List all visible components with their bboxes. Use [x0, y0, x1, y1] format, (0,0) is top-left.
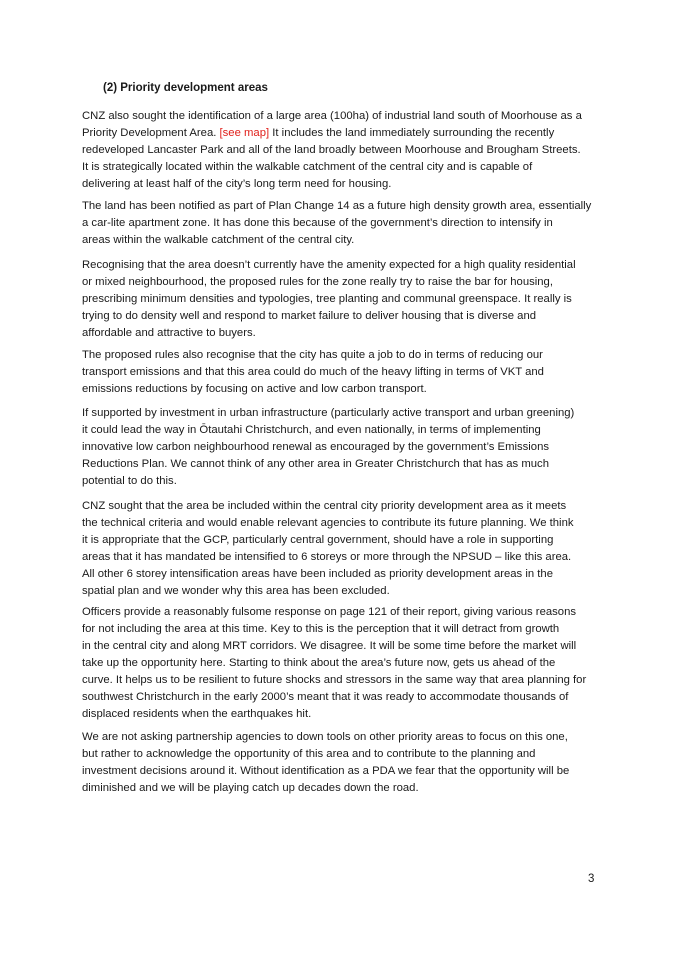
- paragraph-line: in the central city and along MRT corridors. We disagree. It will be some time before the market will: [82, 640, 577, 652]
- paragraph-line: redeveloped Lancaster Park and all of the land broadly between Moorhouse and Brougham Streets.: [82, 144, 581, 156]
- paragraph-line: spatial plan and we wonder why this area has been excluded.: [82, 585, 390, 597]
- paragraph-line: investment decisions around it. Without identification as a PDA we fear that the opportunity will be: [82, 765, 570, 777]
- paragraph-line: areas within the walkable catchment of the central city.: [82, 234, 355, 246]
- paragraph-line: for not including the area at this time. Key to this is the perception that it will detract from growth: [82, 623, 560, 635]
- paragraph-line: diminished and we will be playing catch up decades down the road.: [82, 782, 419, 794]
- paragraph-line: CNZ sought that the area be included within the central city priority development area as it meets: [82, 500, 567, 512]
- paragraph-line: southwest Christchurch in the early 2000’s meant that it was ready to accommodate thousands of: [82, 691, 569, 703]
- paragraph-line: displaced residents when the earthquakes hit.: [82, 708, 312, 720]
- paragraph-line: Officers provide a reasonably fulsome response on page 121 of their report, giving various reasons: [82, 606, 576, 618]
- paragraph-line: If supported by investment in urban infrastructure (particularly active transport and urban greening): [82, 407, 575, 419]
- paragraph-line: areas that it has mandated be intensified to 6 storeys or more through the NPSUD – like this area.: [82, 551, 572, 563]
- paragraph-line: it could lead the way in Ōtautahi Christchurch, and even nationally, in terms of implementing: [82, 424, 541, 436]
- paragraph-line: take up the opportunity here. Starting to think about the area’s future now, gets us ahead of the: [82, 657, 556, 669]
- paragraph-line: We are not asking partnership agencies to down tools on other priority areas to focus on this one,: [82, 731, 568, 743]
- paragraph-5: [82, 405, 602, 490]
- paragraph-line: affordable and attractive to buyers.: [82, 327, 256, 339]
- paragraph-line: curve. It helps us to be resilient to future shocks and stressors in the same way that area planning for: [82, 674, 587, 686]
- paragraph-8: [82, 729, 602, 797]
- paragraph-line: Reductions Plan. We cannot think of any other area in Greater Christchurch that has as much: [82, 458, 549, 470]
- paragraph-line: potential to do this.: [82, 475, 177, 487]
- paragraph-7: [82, 604, 602, 723]
- section-heading: (2) Priority development areas: [103, 82, 268, 94]
- paragraph-line: the technical criteria and would enable relevant agencies to contribute its future planning. We think: [82, 517, 574, 529]
- paragraph-line: It is strategically located within the walkable catchment of the central city and is capable of: [82, 161, 533, 173]
- paragraph-6: [82, 498, 602, 600]
- see-map-link[interactable]: [see map]: [219, 127, 270, 139]
- page-number: 3: [588, 873, 595, 885]
- paragraph-line: transport emissions and that this area could do much of the heavy lifting in terms of VKT and: [82, 366, 544, 378]
- paragraph-line: All other 6 storey intensification areas have been included as priority development areas in the: [82, 568, 553, 580]
- paragraph-line: emissions reductions by focusing on active and low carbon transport.: [82, 383, 427, 395]
- paragraph-line: but rather to acknowledge the opportunity of this area and to contribute to the planning and: [82, 748, 536, 760]
- paragraph-4: [82, 347, 602, 398]
- paragraph-line: The proposed rules also recognise that the city has quite a job to do in terms of reducing our: [82, 349, 543, 361]
- paragraph-line: or mixed neighbourhood, the proposed rules for the zone really try to raise the bar for housing,: [82, 276, 553, 288]
- paragraph-1: [82, 108, 602, 193]
- paragraph-line: trying to do density well and respond to market failure to deliver housing that is diverse and: [82, 310, 537, 322]
- paragraph-line: delivering at least half of the city’s long term need for housing.: [82, 178, 392, 190]
- paragraph-line: it is appropriate that the GCP, particularly central government, should have a role in supporting: [82, 534, 554, 546]
- paragraph-line: CNZ also sought the identification of a large area (100ha) of industrial land south of Moorhouse as a: [82, 110, 582, 122]
- paragraph-2: [82, 198, 602, 249]
- paragraph-line: a car-lite apartment zone. It has done this because of the government’s direction to intensify in: [82, 217, 553, 229]
- paragraph-line: [82, 125, 602, 142]
- paragraph-line: Recognising that the area doesn’t currently have the amenity expected for a high quality residential: [82, 259, 576, 271]
- paragraph-text: It includes the land immediately surrounding the recently: [269, 127, 555, 139]
- paragraph-line: innovative low carbon neighbourhood renewal as encouraged by the government’s Emissions: [82, 441, 550, 453]
- paragraph-line: prescribing minimum densities and typologies, tree planting and communal greenspace. It really is: [82, 293, 572, 305]
- paragraph-3: [82, 257, 602, 342]
- paragraph-line: The land has been notified as part of Plan Change 14 as a future high density growth area, essentially: [82, 200, 592, 212]
- paragraph-text: Priority Development Area.: [82, 127, 220, 139]
